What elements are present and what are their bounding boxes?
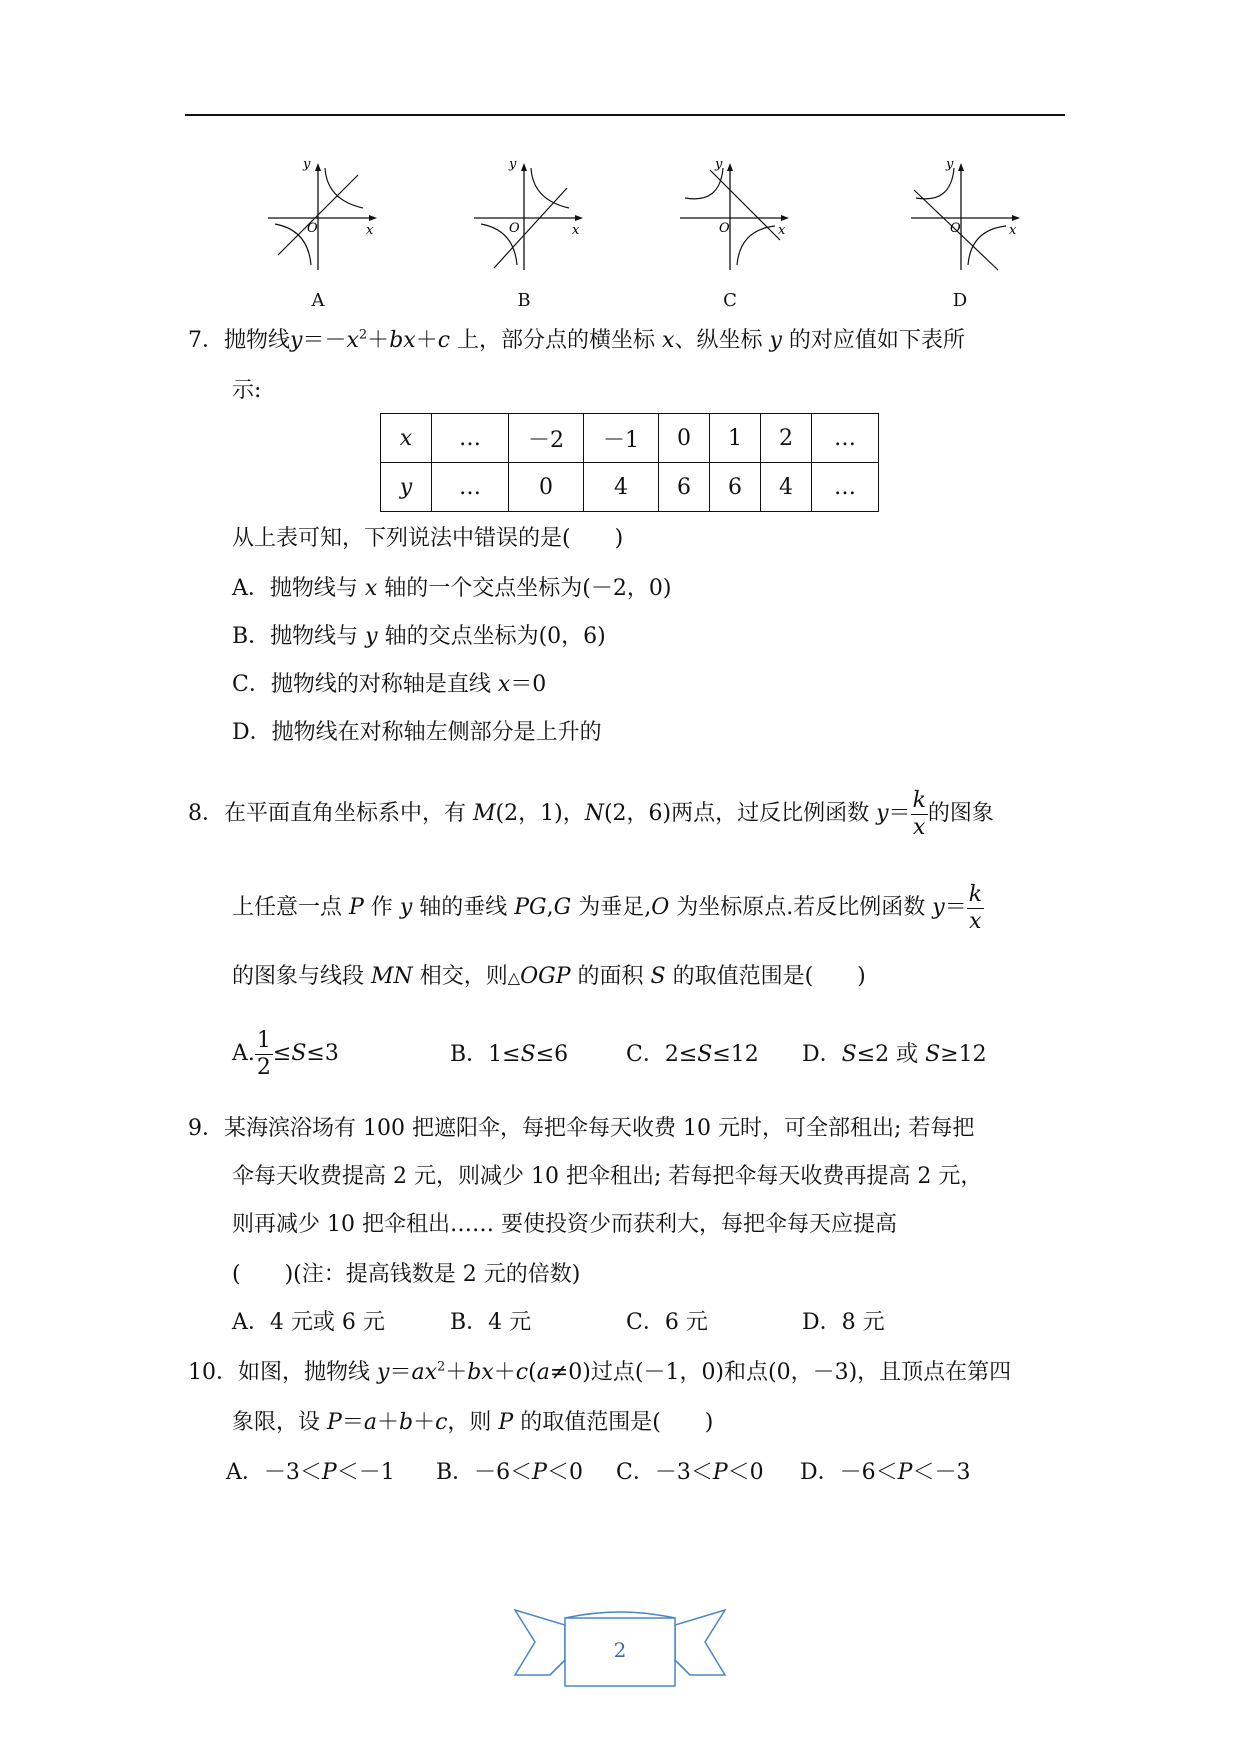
q7-option-c: C．抛物线的对称轴是直线 x＝0 — [232, 672, 547, 697]
q7-stem-line-2: 示: — [232, 378, 262, 403]
q7-option-b: B．抛物线与 y 轴的交点坐标为(0，6) — [232, 624, 606, 649]
q7-stem-line-1: 7．抛物线$y=-x^2+bx+c$ 上，部分点的横坐标 x、纵坐标 y 的对应值如下表所 — [188, 327, 965, 353]
graph-label-a: A — [311, 290, 325, 311]
table-cell: … — [432, 414, 509, 463]
q8-stem-line-3: 的图象与线段 MN 相交，则△OGP 的面积 S 的取值范围是( ) — [232, 964, 866, 989]
table-cell: … — [432, 463, 509, 512]
table-cell: －2 — [509, 414, 584, 463]
svg-text:x: x — [366, 223, 374, 238]
table-cell: 6 — [710, 463, 761, 512]
svg-text:x: x — [778, 223, 786, 238]
q10-option-c: C．－3＜P＜0 — [616, 1460, 764, 1485]
q10-option-a: A．－3＜P＜－1 — [226, 1460, 395, 1485]
table-cell: －1 — [584, 414, 659, 463]
svg-text:O: O — [509, 221, 520, 236]
q9-stem-line-2: 伞每天收费提高 2 元，则减少 10 把伞租出; 若每把伞每天收费再提高 2 元， — [232, 1164, 983, 1189]
header-rule — [185, 114, 1065, 116]
table-cell: 4 — [761, 463, 812, 512]
q9-option-a: A．4 元或 6 元 — [232, 1310, 385, 1335]
q8-option-c: C．2≤S≤12 — [626, 1042, 759, 1067]
graph-label-d: D — [952, 290, 968, 311]
q7-option-d: D．抛物线在对称轴左侧部分是上升的 — [232, 720, 602, 745]
q8-option-a: A. $\frac{1}{2}$ ≤S≤3 — [232, 1027, 339, 1080]
q10-stem-line-2: 象限，设 P＝a＋b＋c，则 P 的取值范围是( ) — [232, 1410, 714, 1435]
svg-text:y: y — [509, 160, 517, 172]
svg-text:y: y — [303, 160, 311, 172]
q9-stem-line-4: ( )(注：提高钱数是 2 元的倍数) — [232, 1262, 581, 1287]
graph-option-b — [469, 160, 589, 310]
table-cell: 0 — [509, 463, 584, 512]
q10-option-d: D．－6＜P＜－3 — [800, 1460, 971, 1485]
graph-option-a — [263, 160, 383, 310]
fraction-k-over-x: $\frac{k}{x}$ — [912, 787, 926, 840]
q9-stem-line-1: 9．某海滨浴场有 100 把遮阳伞，每把伞每天收费 10 元时，可全部租出; 若每把 — [188, 1116, 975, 1141]
table-cell: 2 — [761, 414, 812, 463]
table-cell: 1 — [710, 414, 761, 463]
q9-option-b: B．4 元 — [450, 1310, 532, 1335]
table-cell: 6 — [659, 463, 710, 512]
q8-option-d: D．S≤2 或 S≥12 — [802, 1042, 987, 1067]
q7-option-a: A．抛物线与 x 轴的一个交点坐标为(－2，0) — [232, 576, 672, 601]
q7-value-table — [380, 413, 879, 512]
table-row-y — [381, 463, 879, 512]
svg-text:y: y — [715, 160, 723, 172]
q8-stem-line-1: 8．在平面直角坐标系中，有 M(2，1)，N(2，6)两点，过反比例函数 y＝ $\frac{k}{x}$ 的图象 — [188, 787, 994, 840]
fraction-one-half: $\frac{1}{2}$ — [256, 1027, 271, 1080]
graph-label-b: B — [517, 290, 531, 311]
table-row-x — [381, 414, 879, 463]
q10-option-b: B．－6＜P＜0 — [436, 1460, 583, 1485]
q8-stem-line-2: 上任意一点 P 作 y 轴的垂线 PG,G 为垂足,O 为坐标原点.若反比例函数 y＝ $\frac{k}{x}$ — [232, 881, 983, 934]
table-cell: … — [812, 414, 879, 463]
table-cell: x — [381, 414, 432, 463]
q9-option-d: D．8 元 — [802, 1310, 885, 1335]
table-cell: 0 — [659, 414, 710, 463]
page-number: 2 — [613, 1638, 627, 1662]
graph-label-c: C — [723, 290, 737, 311]
table-cell: 4 — [584, 463, 659, 512]
svg-text:O: O — [950, 221, 961, 236]
q7-prompt: 从上表可知，下列说法中错误的是( ) — [232, 526, 624, 551]
graph-option-c — [675, 160, 795, 310]
table-cell: y — [381, 463, 432, 512]
graph-option-d — [906, 160, 1026, 310]
svg-text:y: y — [946, 160, 954, 172]
table-cell: … — [812, 463, 879, 512]
q8-option-b: B．1≤S≤6 — [450, 1042, 569, 1067]
q9-stem-line-3: 则再减少 10 把伞租出…… 要使投资少而获利大，每把伞每天应提高 — [232, 1212, 897, 1237]
q10-stem-line-1: 10．如图，抛物线 $y=ax^2+bx+c(a\ne 0)$过点(－1，0)和点(0，－3)，且顶点在第四 — [188, 1359, 1012, 1385]
svg-text:O: O — [719, 221, 730, 236]
svg-text:O: O — [307, 221, 318, 236]
svg-text:x: x — [1009, 223, 1017, 238]
q9-option-c: C．6 元 — [626, 1310, 708, 1335]
fraction-k-over-x: $\frac{k}{x}$ — [968, 881, 983, 934]
svg-text:x: x — [572, 223, 580, 238]
